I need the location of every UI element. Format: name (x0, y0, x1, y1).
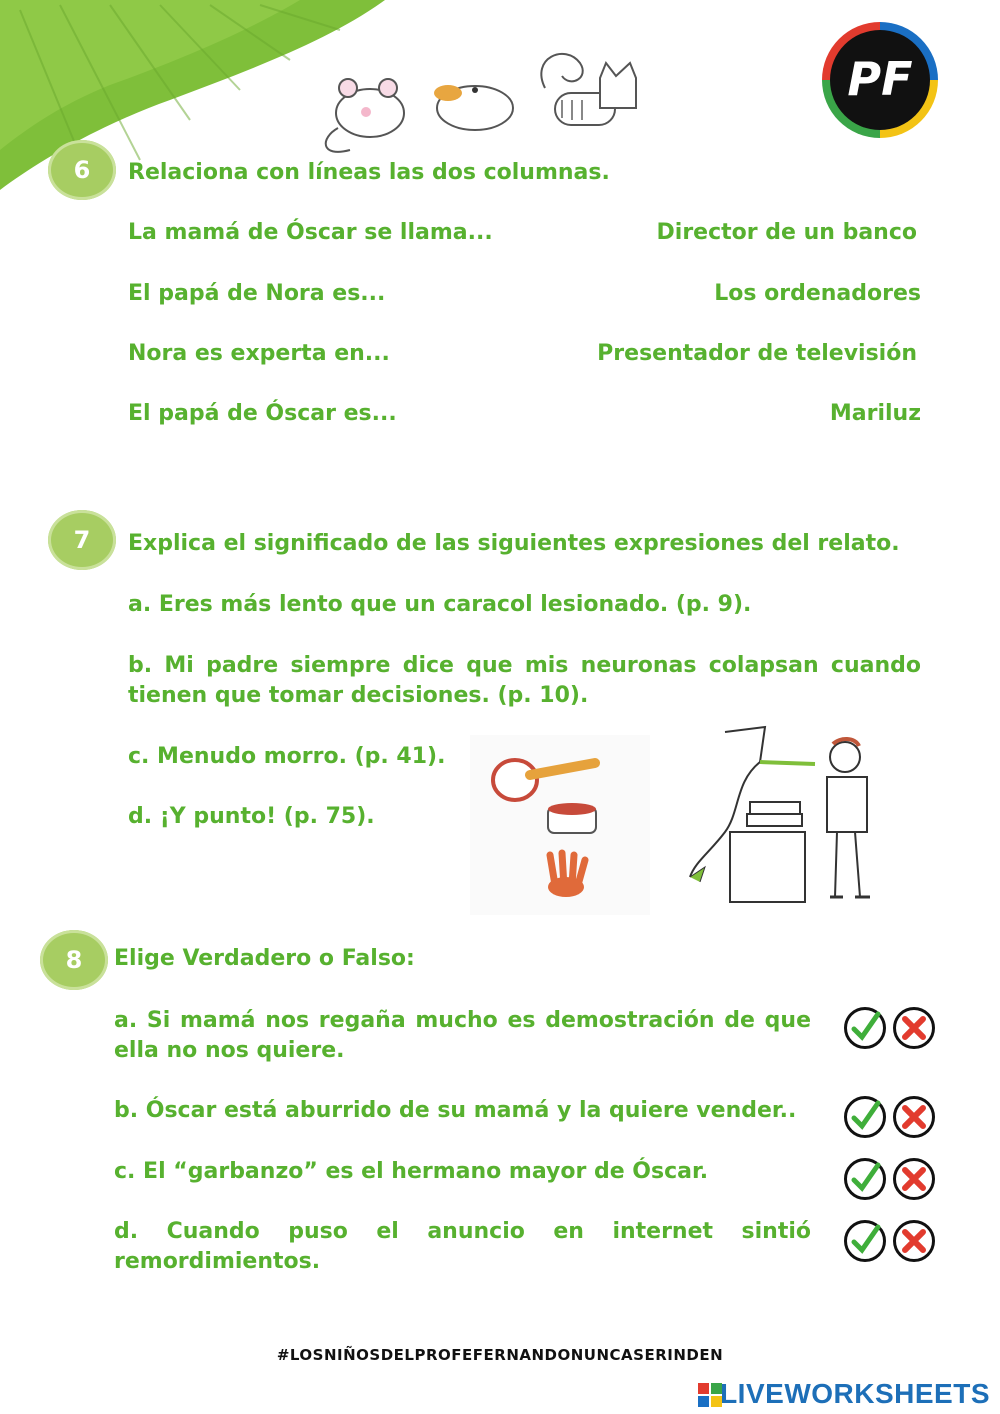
match-right-item: Presentador de televisión (597, 341, 917, 366)
true-check-icon[interactable] (844, 1158, 886, 1200)
question-8-title: Elige Verdadero o Falso: (114, 946, 415, 971)
question-6-badge (48, 140, 116, 200)
match-right-item: Mariluz (829, 401, 921, 426)
true-check-icon[interactable] (844, 1096, 886, 1138)
expression-item: c. Menudo morro. (p. 41). (128, 744, 446, 769)
false-cross-icon[interactable] (893, 1007, 935, 1049)
true-false-statement: c. El “garbanzo” es el hermano mayor de Óscar. (114, 1159, 709, 1184)
match-right-item: Director de un banco (656, 220, 917, 245)
match-left-item: El papá de Nora es... (128, 281, 386, 306)
animals-illustration (300, 38, 690, 168)
pf-logo (818, 18, 942, 142)
liveworksheets-logo-icon (698, 1383, 722, 1407)
question-number: 7 (73, 526, 91, 554)
question-6-title: Relaciona con líneas las dos columnas. (128, 160, 610, 185)
logo-text: PF (847, 52, 913, 106)
match-left-item: La mamá de Óscar se llama... (128, 220, 493, 245)
false-cross-icon[interactable] (893, 1220, 935, 1262)
true-check-icon[interactable] (844, 1220, 886, 1262)
liveworksheets-brand: LIVEWORKSHEETS (720, 1378, 990, 1409)
true-false-statement: b. Óscar está aburrido de su mamá y la quiere vender.. (114, 1098, 797, 1123)
true-check-icon[interactable] (844, 1007, 886, 1049)
paint-illustration (470, 735, 650, 915)
expression-item: a. Eres más lento que un caracol lesionado. (p. 9). (128, 592, 752, 617)
expression-item: b. Mi padre siempre dice que mis neuronas colapsan cuando tienen que tomar decisiones. (p. 10). (128, 653, 921, 708)
false-cross-icon[interactable] (893, 1158, 935, 1200)
true-false-statement: d. Cuando puso el anuncio en internet sintió remordimientos. (114, 1219, 811, 1274)
footer-hashtag: #LOSNIÑOSDELPROFEFERNANDONUNCASERINDEN (276, 1346, 724, 1364)
question-7-title: Explica el significado de las siguientes expresiones del relato. (128, 531, 900, 556)
match-left-item: El papá de Óscar es... (128, 401, 397, 426)
question-number: 8 (65, 946, 83, 974)
characters-illustration (665, 722, 915, 907)
question-7-badge (48, 510, 116, 570)
question-8-badge (40, 930, 108, 990)
true-false-statement: a. Si mamá nos regaña mucho es demostración de que ella no nos quiere. (114, 1008, 811, 1063)
false-cross-icon[interactable] (893, 1096, 935, 1138)
match-right-item: Los ordenadores (714, 281, 921, 306)
question-number: 6 (73, 156, 91, 184)
match-left-item: Nora es experta en... (128, 341, 390, 366)
expression-item: d. ¡Y punto! (p. 75). (128, 804, 375, 829)
